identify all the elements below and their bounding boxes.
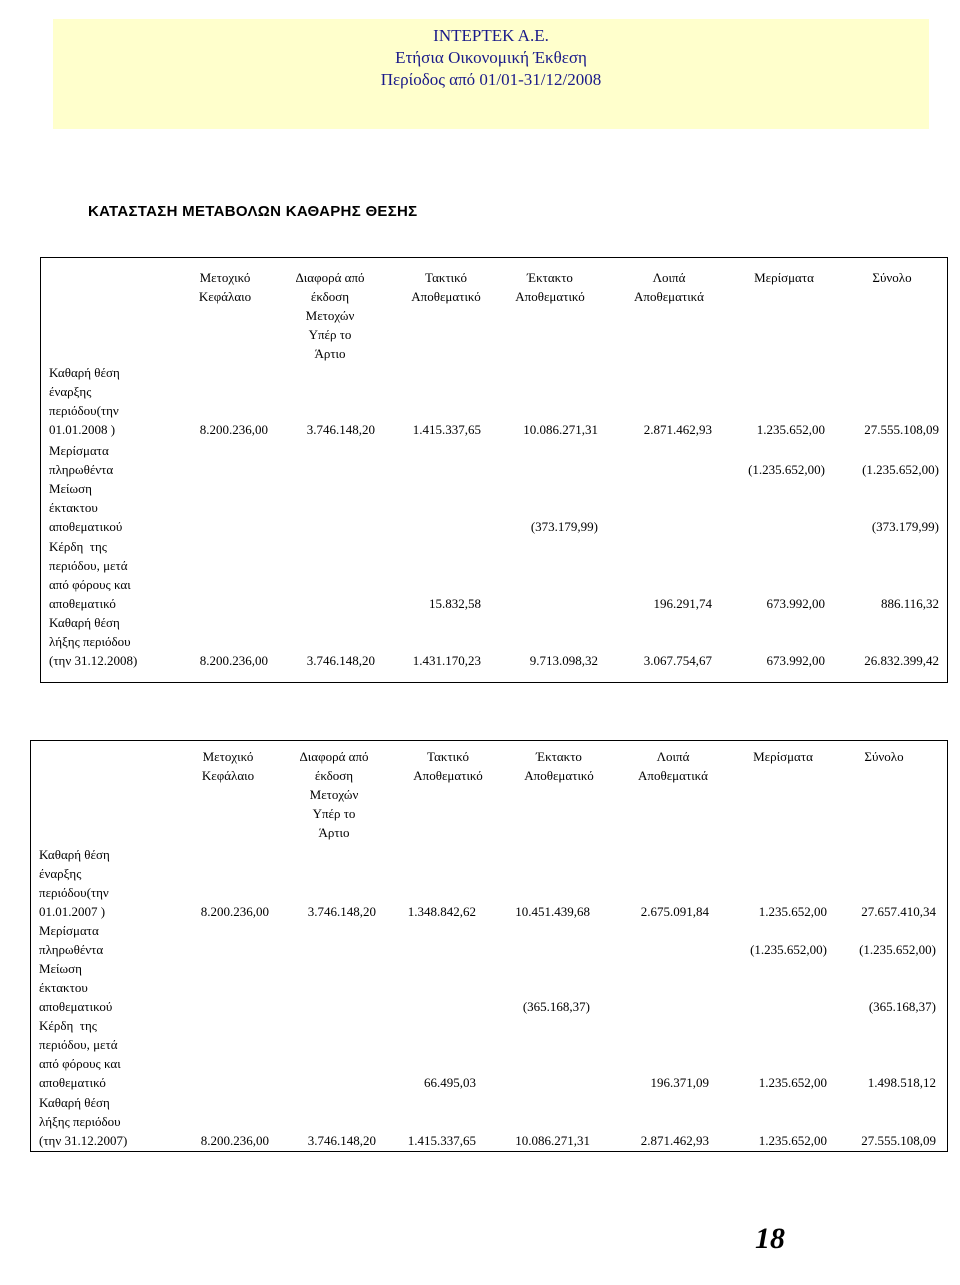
column-header-line: Υπέρ το (312, 806, 356, 821)
cell-value: 1.415.337,65 (407, 1133, 476, 1148)
row-label-line: από φόρους και (49, 577, 131, 592)
row-label (39, 845, 157, 921)
cell-value: 66.495,03 (424, 1075, 476, 1090)
row-label (39, 959, 157, 1016)
row-label-line: αποθεματικού (49, 519, 123, 534)
row-label-line: (την 31.12.2008) (49, 653, 138, 668)
row-label-line: (την 31.12.2007) (39, 1133, 128, 1148)
column-header (490, 268, 610, 306)
cell-value: 886.116,32 (880, 596, 939, 611)
row-label (49, 613, 167, 670)
column-header-line: Έκτακτο (536, 749, 582, 764)
row-label-line: περιόδου(την (39, 885, 109, 900)
column-header-line: Λοιπά (652, 270, 686, 285)
row-label-line: έναρξης (39, 866, 82, 881)
cell-value: 3.746.148,20 (306, 653, 375, 668)
column-header-line: Αποθεματικό (411, 289, 481, 304)
cell-value: 3.746.148,20 (306, 422, 375, 437)
cell-value: 1.431.170,23 (412, 653, 481, 668)
column-header (168, 747, 288, 785)
column-header-line: Αποθεματικό (515, 289, 585, 304)
cell-value: 27.555.108,09 (864, 422, 939, 437)
cell-value: (1.235.652,00) (750, 942, 827, 957)
cell-value: 196.371,09 (650, 1075, 709, 1090)
cell-value: 8.200.236,00 (200, 904, 269, 919)
row-label (49, 441, 167, 479)
column-header-line: Μετοχών (305, 308, 355, 323)
column-header (274, 747, 394, 842)
column-header-line: Μετοχών (309, 787, 359, 802)
column-header (724, 268, 844, 287)
column-header-line: Διαφορά από (295, 270, 365, 285)
row-label (39, 1093, 157, 1150)
column-header-line: Έκτακτο (527, 270, 573, 285)
column-header-line: Μετοχικό (202, 749, 254, 764)
column-header-line: έκδοση (310, 289, 350, 304)
row-label-line: αποθεματικού (39, 999, 113, 1014)
cell-value: 27.657.410,34 (861, 904, 936, 919)
row-label (39, 921, 157, 959)
row-label (49, 537, 167, 613)
column-header-line: Άρτιο (314, 346, 346, 361)
column-header-line: Τακτικό (427, 749, 469, 764)
column-header-line: Διαφορά από (299, 749, 369, 764)
column-header-line: Κεφάλαιο (201, 768, 255, 783)
column-header (386, 268, 506, 306)
column-header (165, 268, 285, 306)
cell-value: 3.067.754,67 (643, 653, 712, 668)
cell-value: 673.992,00 (766, 653, 825, 668)
row-label (39, 1016, 157, 1092)
row-label-line: έκτακτου (49, 500, 98, 515)
row-label-line: Μερίσματα (39, 923, 99, 938)
column-header (499, 747, 619, 785)
cell-value: 2.871.462,93 (643, 422, 712, 437)
cell-value: 3.746.148,20 (307, 1133, 376, 1148)
cell-value: 9.713.098,32 (529, 653, 598, 668)
row-label-line: Μείωση (39, 961, 82, 976)
row-label-line: περιόδου, μετά (49, 558, 128, 573)
column-header-line: Άρτιο (318, 825, 350, 840)
equity-changes-table-2008 (40, 257, 948, 683)
cell-value: (1.235.652,00) (748, 462, 825, 477)
column-header-line: Μετοχικό (199, 270, 251, 285)
cell-value: 1.498.518,12 (867, 1075, 936, 1090)
row-label-line: Καθαρή θέση (39, 1095, 110, 1110)
column-header (609, 268, 729, 306)
cell-value: 10.451.439,68 (515, 904, 590, 919)
cell-value: 15.832,58 (429, 596, 481, 611)
cell-value: 1.235.652,00 (758, 904, 827, 919)
row-label-line: Μερίσματα (49, 443, 109, 458)
column-header (824, 747, 944, 766)
column-header-line: Μερίσματα (753, 749, 813, 764)
cell-value: 8.200.236,00 (200, 1133, 269, 1148)
cell-value: 1.235.652,00 (756, 422, 825, 437)
report-period: Περίοδος από 01/01-31/12/2008 (380, 70, 602, 89)
row-label-line: Καθαρή θέση (39, 847, 110, 862)
cell-value: (1.235.652,00) (862, 462, 939, 477)
row-label-line: λήξης περιόδου (39, 1114, 121, 1129)
cell-value: 3.746.148,20 (307, 904, 376, 919)
row-label-line: αποθεματικό (39, 1075, 106, 1090)
row-label-line: λήξης περιόδου (49, 634, 131, 649)
row-label-line: έναρξης (49, 384, 92, 399)
row-label-line: Καθαρή θέση (49, 615, 120, 630)
cell-value: 196.291,74 (653, 596, 712, 611)
column-header-line: Αποθεματικό (524, 768, 594, 783)
cell-value: 2.675.091,84 (640, 904, 709, 919)
column-header-line: Σύνολο (864, 749, 904, 764)
row-label (49, 479, 167, 536)
row-label-line: Κέρδη της (39, 1018, 97, 1033)
cell-value: 8.200.236,00 (199, 653, 268, 668)
column-header (270, 268, 390, 363)
column-header-line: Αποθεματικά (634, 289, 704, 304)
row-label-line: 01.01.2007 ) (39, 904, 106, 919)
report-header (53, 19, 929, 129)
row-label-line: 01.01.2008 ) (49, 422, 116, 437)
cell-value: 8.200.236,00 (199, 422, 268, 437)
cell-value: (365.168,37) (868, 999, 936, 1014)
column-header-line: Τακτικό (425, 270, 467, 285)
column-header-line: Αποθεματικό (413, 768, 483, 783)
row-label-line: Κέρδη της (49, 539, 107, 554)
column-header-line: Υπέρ το (308, 327, 352, 342)
row-label-line: έκτακτου (39, 980, 88, 995)
cell-value: 1.415.337,65 (412, 422, 481, 437)
column-header (388, 747, 508, 785)
cell-value: 1.235.652,00 (758, 1075, 827, 1090)
cell-value: (373.179,99) (871, 519, 939, 534)
row-label-line: από φόρους και (39, 1056, 121, 1071)
cell-value: (373.179,99) (530, 519, 598, 534)
cell-value: 2.871.462,93 (640, 1133, 709, 1148)
cell-value: 10.086.271,31 (523, 422, 598, 437)
report-title: Ετήσια Οικονομική Έκθεση (395, 48, 587, 67)
row-label-line: περιόδου(την (49, 403, 119, 418)
row-label (49, 363, 167, 439)
column-header-line: Αποθεματικά (638, 768, 708, 783)
column-header-line: Κεφάλαιο (198, 289, 252, 304)
cell-value: 1.235.652,00 (758, 1133, 827, 1148)
cell-value: 26.832.399,42 (864, 653, 939, 668)
column-header-line: έκδοση (314, 768, 354, 783)
cell-value: 10.086.271,31 (515, 1133, 590, 1148)
section-title: ΚΑΤΑΣΤΑΣΗ ΜΕΤΑΒΟΛΩΝ ΚΑΘΑΡΗΣ ΘΕΣΗΣ (88, 203, 418, 220)
cell-value: 27.555.108,09 (861, 1133, 936, 1148)
company-name: ΙΝΤΕΡΤΕΚ Α.Ε. (433, 26, 549, 45)
column-header (613, 747, 733, 785)
row-label-line: αποθεματικό (49, 596, 116, 611)
row-label-line: περιόδου, μετά (39, 1037, 118, 1052)
column-header (832, 268, 952, 287)
row-label-line: Μείωση (49, 481, 92, 496)
column-header-line: Μερίσματα (754, 270, 814, 285)
cell-value: (1.235.652,00) (859, 942, 936, 957)
row-label-line: πληρωθέντα (49, 462, 114, 477)
row-label-line: πληρωθέντα (39, 942, 104, 957)
cell-value: 673.992,00 (766, 596, 825, 611)
row-label-line: Καθαρή θέση (49, 365, 120, 380)
page-number: 18 (755, 1222, 785, 1255)
cell-value: 1.348.842,62 (407, 904, 476, 919)
column-header-line: Σύνολο (872, 270, 912, 285)
column-header-line: Λοιπά (656, 749, 690, 764)
equity-changes-table-2007 (30, 740, 948, 1152)
cell-value: (365.168,37) (522, 999, 590, 1014)
